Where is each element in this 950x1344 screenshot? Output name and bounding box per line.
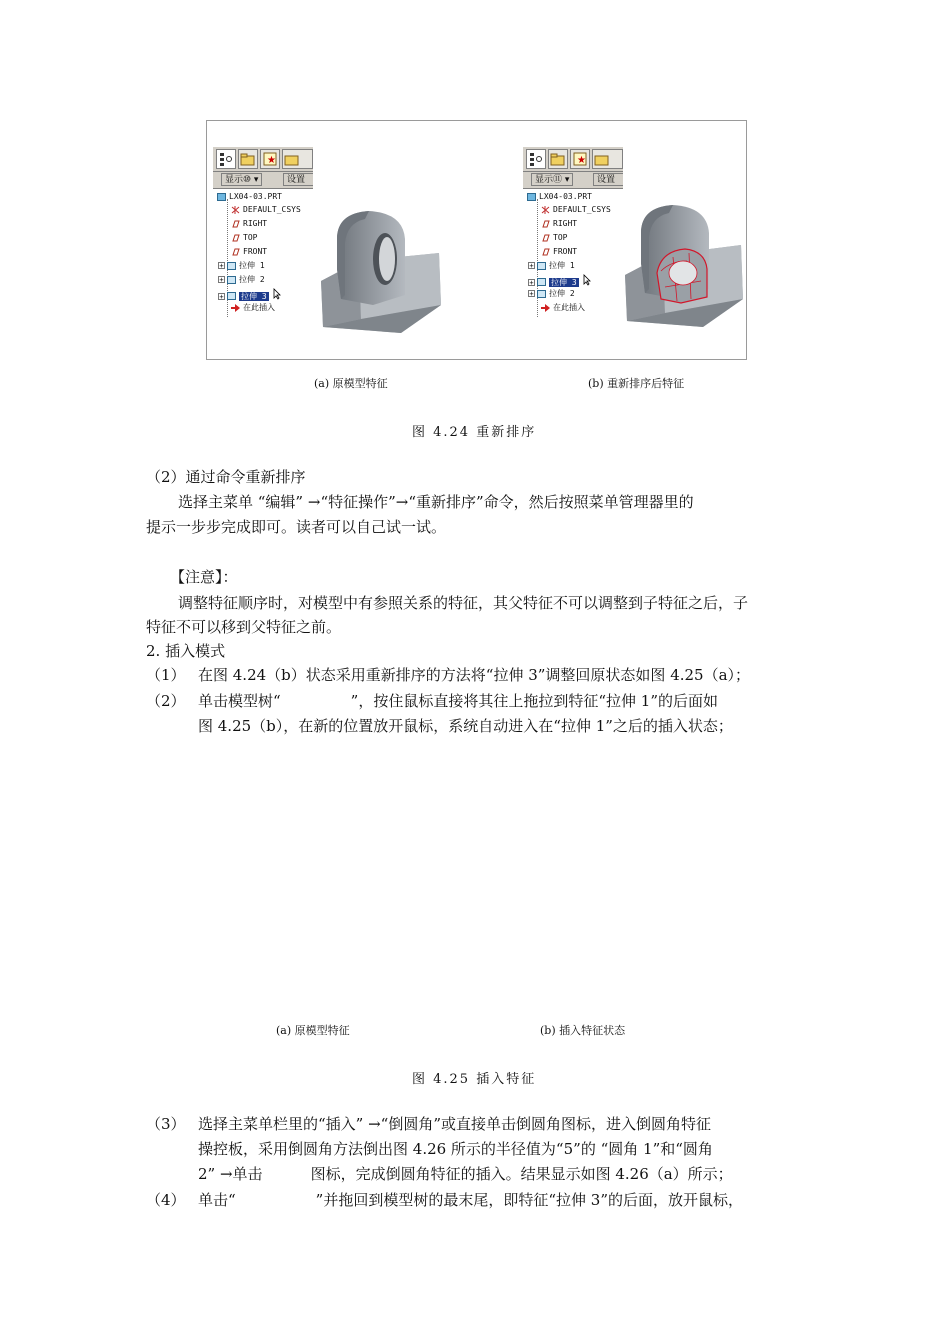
model-tree-icon[interactable] <box>216 149 236 169</box>
favorites-icon[interactable] <box>260 149 280 169</box>
tree-item-extrude-3[interactable]: + 拉伸 3 <box>218 288 283 300</box>
extrude-icon <box>227 276 236 284</box>
tree-item-extrude-3[interactable]: + 拉伸 3 <box>528 274 593 286</box>
part-icon <box>217 193 226 201</box>
list-item-text: 单击“ ”并拖回到模型树的最末尾，即特征“拉伸 3”的后面，放开鼠标， <box>198 1191 743 1209</box>
tree-item-top[interactable]: TOP <box>541 232 567 244</box>
caption-a: (a) 原模型特征 <box>276 1024 350 1037</box>
datum-plane-icon <box>231 220 240 228</box>
note-heading: 【注意】： <box>170 568 238 586</box>
figure-4-24-frame <box>206 120 747 360</box>
display-menu-button[interactable]: 显示⑩ ▾ <box>221 173 262 186</box>
tree-item-extrude-1[interactable]: + 拉伸 1 <box>219 261 265 270</box>
paragraph-line: 特征不可以移到父特征之前。 <box>146 618 342 636</box>
expand-icon[interactable]: + <box>529 290 534 298</box>
folder-icon[interactable] <box>282 149 313 169</box>
list-item-text: 图 4.25（b），在新的位置放开鼠标，系统自动进入在“拉伸 1”之后的插入状态； <box>198 717 733 735</box>
favorites-icon[interactable] <box>570 149 590 169</box>
expand-icon[interactable]: + <box>529 262 534 270</box>
insert-arrow-icon <box>231 304 240 312</box>
section-heading: （2）通过命令重新排序 <box>146 468 306 486</box>
tree-item-extrude-2[interactable]: + 拉伸 2 <box>219 275 265 284</box>
panel-toolbar <box>523 172 623 189</box>
panel-tabs <box>213 147 313 172</box>
list-item-text: 单击模型树“ ”，按住鼠标直接将其往上拖拉到特征“拉伸 1”的后面如 <box>198 692 718 710</box>
display-menu-button[interactable]: 显示⑪ ▾ <box>531 173 573 186</box>
datum-plane-icon <box>231 234 240 242</box>
paragraph-line: 提示一步步完成即可。读者可以自己试一试。 <box>146 518 447 536</box>
expand-icon[interactable]: + <box>219 292 224 301</box>
tree-item-right[interactable]: RIGHT <box>541 218 577 230</box>
list-item-text: 在图 4.24（b）状态采用重新排序的方法将“拉伸 3”调整回原状态如图 4.25（a）； <box>198 666 751 684</box>
list-item-text: 选择主菜单栏里的“插入” →“倒圆角”或直接单击倒圆角图标，进入倒圆角特征 <box>198 1115 712 1133</box>
extrude-icon <box>227 262 236 270</box>
tree-item-part[interactable]: LX04-03.PRT <box>527 191 592 203</box>
svg-text:★: ★ <box>267 155 276 166</box>
extrude-icon <box>537 278 546 286</box>
datum-plane-icon <box>541 220 550 228</box>
datum-plane-icon <box>541 248 550 256</box>
caption-a: (a) 原模型特征 <box>314 377 388 390</box>
svg-text:★: ★ <box>577 155 586 166</box>
model-tree-panel-a <box>213 147 313 357</box>
tree-item-front[interactable]: FRONT <box>541 246 577 258</box>
folder-icon[interactable] <box>548 149 568 169</box>
figure-title: 图 4.25 插入特征 <box>412 1072 537 1087</box>
settings-button[interactable]: 设置 <box>283 173 313 186</box>
model-tree <box>523 191 623 357</box>
settings-button[interactable]: 设置 <box>593 173 623 186</box>
model-tree-panel-b <box>523 147 623 357</box>
tree-item-extrude-1[interactable]: + 拉伸 1 <box>529 261 575 270</box>
list-number: （1） <box>146 666 186 684</box>
tree-item-csys[interactable]: DEFAULT_CSYS <box>541 204 611 216</box>
tree-item-csys[interactable]: DEFAULT_CSYS <box>231 204 301 216</box>
caption-b: (b) 重新排序后特征 <box>588 377 685 390</box>
paragraph-line: 选择主菜单 “编辑” →“特征操作”→“重新排序”命令，然后按照菜单管理器里的 <box>178 493 694 511</box>
datum-plane-icon <box>231 248 240 256</box>
expand-icon[interactable]: + <box>219 262 224 270</box>
extrude-icon <box>227 292 236 300</box>
model-image-reordered <box>621 201 749 333</box>
list-item-text: 操控板，采用倒圆角方法倒出图 4.26 所示的半径值为“5”的 “圆角 1”和“圆角 <box>198 1140 713 1158</box>
model-tree-icon[interactable] <box>526 149 546 169</box>
tree-item-front[interactable]: FRONT <box>231 246 267 258</box>
insert-arrow-icon <box>541 304 550 312</box>
caption-b: (b) 插入特征状态 <box>540 1024 626 1037</box>
extrude-icon <box>537 290 546 298</box>
csys-icon <box>231 206 240 214</box>
panel-toolbar <box>213 172 313 189</box>
extrude-icon <box>537 262 546 270</box>
expand-icon[interactable]: + <box>529 278 534 287</box>
tree-item-part[interactable]: LX04-03.PRT <box>217 191 282 203</box>
list-item-text: 2” →单击 图标，完成倒圆角特征的插入。结果显示如图 4.26（a）所示； <box>198 1165 733 1183</box>
list-number: （3） <box>146 1115 186 1133</box>
list-number: （2） <box>146 692 186 710</box>
tree-item-top[interactable]: TOP <box>231 232 257 244</box>
model-image-original <box>315 209 447 339</box>
part-icon <box>527 193 536 201</box>
model-tree <box>213 191 313 357</box>
cursor-icon <box>583 274 593 290</box>
folder-icon[interactable] <box>592 149 623 169</box>
tree-item-insert-here[interactable]: 在此插入 <box>231 302 275 314</box>
list-number: （4） <box>146 1191 186 1209</box>
csys-icon <box>541 206 550 214</box>
tree-item-extrude-2[interactable]: + 拉伸 2 <box>529 289 575 298</box>
tree-item-right[interactable]: RIGHT <box>231 218 267 230</box>
tree-item-insert-here[interactable]: 在此插入 <box>541 302 585 314</box>
folder-icon[interactable] <box>238 149 258 169</box>
figure-title: 图 4.24 重新排序 <box>412 425 537 440</box>
paragraph-line: 调整特征顺序时，对模型中有参照关系的特征，其父特征不可以调整到子特征之后，子 <box>178 594 749 612</box>
datum-plane-icon <box>541 234 550 242</box>
section-heading: 2. 插入模式 <box>146 642 226 660</box>
expand-icon[interactable]: + <box>219 276 224 284</box>
panel-tabs <box>523 147 623 172</box>
